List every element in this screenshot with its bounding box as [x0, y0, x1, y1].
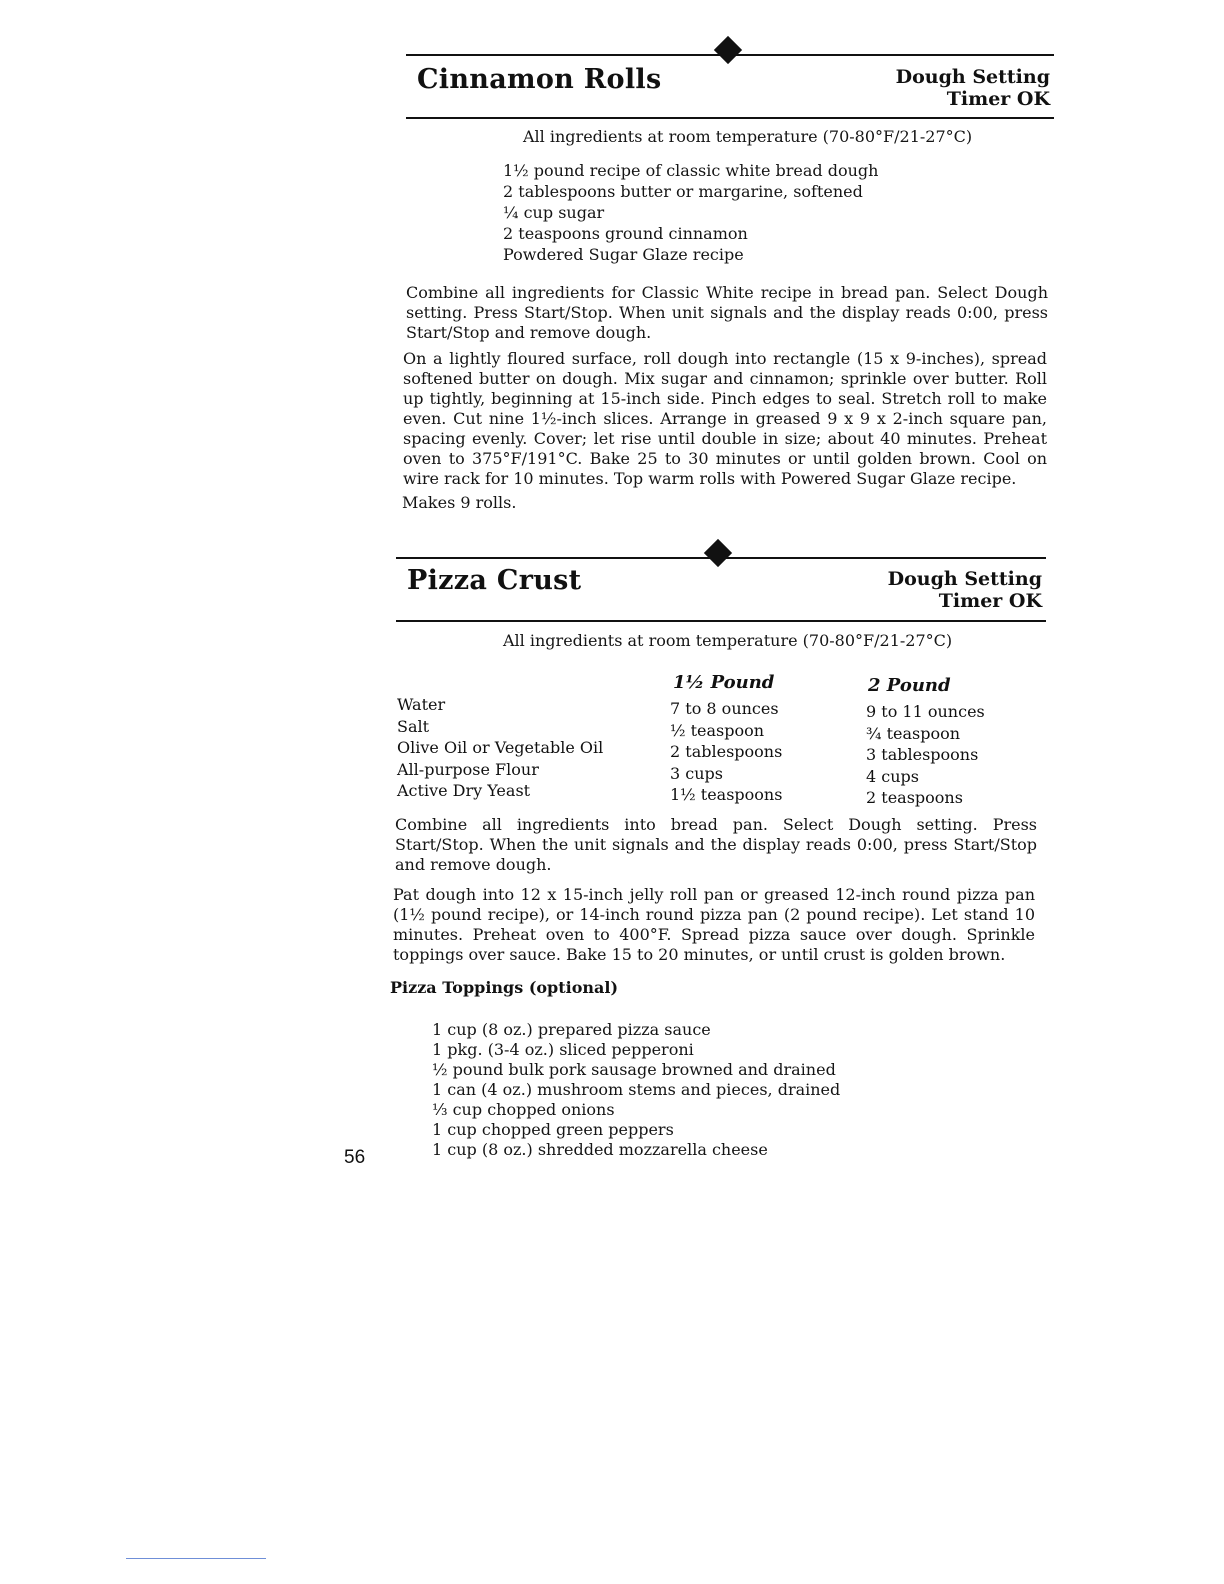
list-item: 1 cup chopped green peppers	[432, 1120, 674, 1139]
cinnamon-paragraph-2: On a lightly floured surface, roll dough into rectangle (15 x 9-inches), spread softened butter on dough. Mix sugar and cinnamon; sprinkle over butter. Roll up tightly, beginning at 15-inch side. Pinch edges to seal. Stretch roll to make even. Cut nine 1½-inch slices. Arrange in greased 9 x 9 x 2-inch square pan, spacing evenly. Cover; let rise until double in size; about 40 minutes. Preheat oven to 375°F/191°C. Bake 25 to 30 minutes or until golden brown. Cool on wire rack for 10 minutes. Top warm rolls with Powered Sugar Glaze recipe.	[403, 349, 1047, 488]
large-loaf-column	[866, 701, 985, 809]
table-cell-large: 2 teaspoons	[866, 788, 963, 807]
list-item: ½ pound bulk pork sausage browned and drained	[432, 1060, 836, 1079]
table-cell-large: 9 to 11 ounces	[866, 702, 985, 721]
cinnamon-title: Cinnamon Rolls	[417, 64, 662, 95]
table-row-ingredient: Salt	[397, 716, 430, 736]
table-cell-small: 1½ teaspoons	[670, 785, 783, 804]
table-row-ingredient: Water	[397, 695, 446, 714]
table-row-ingredient: Olive Oil or Vegetable Oil	[397, 738, 604, 757]
pizza-setting	[888, 568, 1042, 612]
table-cell-small: 2 tablespoons	[670, 742, 783, 761]
small-loaf-column	[670, 698, 782, 806]
table-cell-small: 7 to 8 ounces	[670, 699, 779, 718]
ingredient-column	[397, 694, 603, 802]
list-item: Powdered Sugar Glaze recipe	[503, 245, 744, 264]
scan-artifact-line	[126, 1558, 266, 1559]
cinnamon-paragraph-1: Combine all ingredients for Classic White recipe in bread pan. Select Dough setting. Press Start/Stop. When unit signals and the display reads 0:00, press Start/Stop and remove dough.	[406, 283, 1048, 342]
pizza-setting-line2: Timer OK	[938, 590, 1042, 612]
pizza-title: Pizza Crust	[407, 565, 582, 596]
pizza-toppings-heading: Pizza Toppings (optional)	[390, 978, 619, 997]
table-cell-small: 3 cups	[670, 763, 723, 783]
list-item: 2 tablespoons butter or margarine, softened	[503, 182, 863, 201]
column-header-large-loaf: 2 Pound	[868, 675, 951, 696]
cinnamon-ingredient-list	[503, 160, 878, 265]
pizza-paragraph-2: Pat dough into 12 x 15-inch jelly roll pan or greased 12-inch round pizza pan (1½ pound recipe), or 14-inch round pizza pan (2 pound recipe). Let stand 10 minutes. Preheat oven to 400°F. Spread pizza sauce over dough. Sprinkle toppings over sauce. Bake 15 to 20 minutes, or until crust is golden brown.	[393, 885, 1035, 964]
column-header-small-loaf: 1½ Pound	[673, 672, 775, 693]
cinnamon-setting	[896, 66, 1050, 110]
list-item: 2 teaspoons ground cinnamon	[503, 224, 748, 243]
table-row-ingredient: All-purpose Flour	[397, 759, 539, 779]
list-item: 1½ pound recipe of classic white bread dough	[503, 161, 879, 180]
pizza-paragraph-1: Combine all ingredients into bread pan. Select Dough setting. Press Start/Stop. When the unit signals and the display reads 0:00, press Start/Stop and remove dough.	[395, 815, 1037, 874]
list-item: 1 cup (8 oz.) prepared pizza sauce	[432, 1020, 711, 1039]
cinnamon-setting-line2: Timer OK	[946, 88, 1050, 110]
cinnamon-yield: Makes 9 rolls.	[402, 493, 517, 512]
table-cell-small: ½ teaspoon	[670, 720, 765, 740]
list-item: 1 can (4 oz.) mushroom stems and pieces, drained	[432, 1080, 841, 1099]
list-item: 1 cup (8 oz.) shredded mozzarella cheese	[432, 1140, 768, 1159]
pizza-diamond-ornament	[704, 539, 732, 567]
cinnamon-setting-line1: Dough Setting	[895, 66, 1050, 88]
table-cell-large: 4 cups	[866, 766, 919, 786]
pizza-bottom-rule	[396, 620, 1046, 622]
pizza-toppings-list	[432, 1020, 840, 1160]
table-row-ingredient: Active Dry Yeast	[397, 781, 531, 800]
pizza-temperature-note: All ingredients at room temperature (70-80°F/21-27°C)	[503, 631, 953, 650]
cinnamon-temperature-note: All ingredients at room temperature (70-80°F/21-27°C)	[523, 127, 973, 146]
cinnamon-diamond-ornament	[714, 36, 742, 64]
list-item: 1 pkg. (3-4 oz.) sliced pepperoni	[432, 1040, 694, 1059]
table-cell-large: 3 tablespoons	[866, 745, 979, 764]
list-item: ¼ cup sugar	[503, 203, 605, 222]
cinnamon-bottom-rule	[406, 117, 1054, 119]
list-item: ⅓ cup chopped onions	[432, 1100, 615, 1119]
table-cell-large: ¾ teaspoon	[866, 723, 961, 743]
pizza-setting-line1: Dough Setting	[887, 568, 1042, 590]
page-number: 56	[344, 1147, 366, 1168]
